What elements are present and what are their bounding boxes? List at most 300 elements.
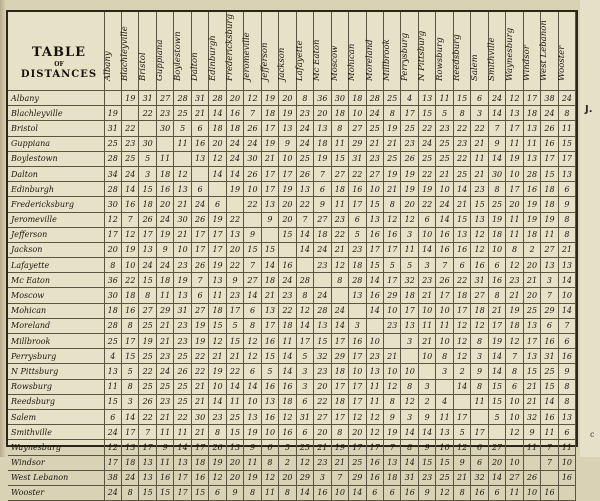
distance-cell: 19: [209, 212, 226, 227]
distance-cell: 16: [558, 349, 575, 364]
distance-cell: 23: [174, 258, 191, 273]
distance-cell: 38: [541, 91, 558, 106]
distance-cell: 20: [279, 212, 296, 227]
distance-cell: 12: [436, 485, 453, 500]
row-header-label: West Lebanon: [8, 470, 104, 485]
distance-cell: 6: [488, 485, 505, 500]
distance-cell: 20: [314, 425, 331, 440]
distance-cell: 14: [121, 409, 138, 424]
distance-cell: 13: [174, 182, 191, 197]
distance-cell: 15: [488, 394, 505, 409]
distance-cell: 22: [296, 197, 313, 212]
distance-cell: 15: [471, 197, 488, 212]
margin-fragment-text: J.: [585, 104, 593, 115]
distance-cell: 27: [156, 91, 173, 106]
distance-cell: 13: [296, 182, 313, 197]
distance-cell: 38: [104, 470, 121, 485]
table-row: [8, 227, 576, 242]
distance-cell: 7: [541, 440, 558, 455]
distance-cell: 9: [558, 364, 575, 379]
column-header-label: Dalton: [190, 52, 201, 81]
diagonal-cell: [296, 258, 313, 273]
distance-cell: 11: [156, 151, 173, 166]
distance-cell: 23: [366, 349, 383, 364]
distance-cell: 28: [174, 91, 191, 106]
column-header-label: Blachleyville: [120, 26, 131, 81]
distance-cell: 31: [191, 91, 208, 106]
distance-cell: 11: [104, 379, 121, 394]
distance-cell: 8: [296, 288, 313, 303]
distance-cell: 19: [488, 334, 505, 349]
distance-cell: 27: [506, 470, 523, 485]
column-header: [349, 12, 366, 91]
distance-cell: 17: [261, 121, 278, 136]
distance-cell: 22: [418, 197, 435, 212]
distance-cell: 12: [174, 166, 191, 181]
distance-cell: 13: [418, 91, 435, 106]
distance-cell: 23: [314, 258, 331, 273]
table-row: [8, 318, 576, 333]
distance-cell: 21: [261, 288, 278, 303]
distance-cell: 19: [418, 182, 435, 197]
column-header-label: Mc Eaton: [312, 39, 323, 81]
distance-cell: 22: [139, 409, 156, 424]
diagonal-cell: [104, 91, 121, 106]
distance-cell: 21: [471, 166, 488, 181]
distance-cell: 3: [418, 379, 435, 394]
row-header-label: Edinburgh: [8, 182, 104, 197]
table-row: [8, 273, 576, 288]
row-header-label: Jackson: [8, 242, 104, 257]
distance-cell: 12: [349, 409, 366, 424]
distance-cell: 19: [261, 136, 278, 151]
distance-cell: 17: [453, 303, 470, 318]
distance-cell: 9: [261, 212, 278, 227]
distance-cell: 16: [436, 227, 453, 242]
distance-cell: 12: [209, 470, 226, 485]
distance-cell: 15: [139, 273, 156, 288]
distance-cell: 17: [121, 334, 138, 349]
distance-cell: 8: [488, 288, 505, 303]
table-row: [8, 106, 576, 121]
distance-cell: 22: [191, 349, 208, 364]
distance-cell: 18: [104, 303, 121, 318]
distance-cell: 19: [401, 182, 418, 197]
distance-cell: 16: [558, 470, 575, 485]
distance-cell: 29: [349, 136, 366, 151]
distance-cell: 25: [418, 151, 435, 166]
column-header: [209, 12, 226, 91]
distance-cell: 10: [523, 485, 540, 500]
table-row: [8, 455, 576, 470]
distance-cell: 16: [366, 455, 383, 470]
distance-cell: 31: [104, 121, 121, 136]
distance-cell: 11: [436, 409, 453, 424]
distance-cell: 27: [349, 121, 366, 136]
distance-cell: 10: [349, 106, 366, 121]
distance-cell: 12: [453, 334, 470, 349]
distance-cell: 21: [156, 334, 173, 349]
distance-cell: 17: [349, 379, 366, 394]
distance-cell: 23: [174, 318, 191, 333]
distance-cell: 28: [349, 273, 366, 288]
distance-cell: 10: [418, 349, 435, 364]
distance-cell: 23: [418, 470, 435, 485]
distance-cell: 14: [296, 318, 313, 333]
distance-cell: 9: [156, 440, 173, 455]
row-header-label: Bristol: [8, 121, 104, 136]
distance-cell: 6: [558, 425, 575, 440]
distance-cell: 7: [244, 106, 261, 121]
column-header: [156, 12, 173, 91]
distance-cell: 16: [453, 242, 470, 257]
row-header-label: Guppiana: [8, 136, 104, 151]
column-header-label: Moreland: [364, 39, 375, 81]
distance-cell: 14: [209, 394, 226, 409]
distance-cell: 3: [296, 364, 313, 379]
distance-cell: 26: [191, 212, 208, 227]
distance-cell: 20: [279, 197, 296, 212]
distance-cell: 5: [279, 440, 296, 455]
diagonal-cell: [191, 166, 208, 181]
distance-cell: 12: [471, 318, 488, 333]
distance-cell: 6: [296, 425, 313, 440]
distance-cell: 24: [191, 197, 208, 212]
distance-cell: 6: [471, 455, 488, 470]
distance-cell: 23: [331, 212, 348, 227]
distance-cell: 26: [191, 258, 208, 273]
row-header-label: Perrysburg: [8, 349, 104, 364]
distance-cell: 23: [209, 409, 226, 424]
column-header-label: Smithville: [487, 37, 498, 81]
distance-cell: 20: [401, 197, 418, 212]
distance-cell: 10: [418, 303, 435, 318]
distance-cell: 20: [349, 425, 366, 440]
distance-cell: 11: [174, 425, 191, 440]
distance-cell: 13: [139, 455, 156, 470]
table-row: [8, 197, 576, 212]
distance-cell: 31: [349, 151, 366, 166]
distance-cell: 21: [156, 318, 173, 333]
distance-cell: 11: [506, 227, 523, 242]
distance-cell: 9: [471, 364, 488, 379]
distance-cell: 9: [418, 409, 435, 424]
distance-cell: 10: [506, 394, 523, 409]
distance-cell: 14: [366, 303, 383, 318]
distance-cell: 20: [314, 379, 331, 394]
distance-cell: 18: [156, 166, 173, 181]
distance-cell: 12: [384, 212, 401, 227]
table-row: [8, 136, 576, 151]
distance-cell: 10: [366, 334, 383, 349]
distance-cell: 19: [401, 166, 418, 181]
diagonal-cell: [523, 455, 540, 470]
column-header: [366, 12, 383, 91]
distance-cell: 9: [244, 227, 261, 242]
distance-cell: 4: [104, 349, 121, 364]
distance-cell: 32: [523, 409, 540, 424]
distance-cell: 21: [226, 349, 243, 364]
diagonal-cell: [349, 303, 366, 318]
distance-cell: 11: [366, 394, 383, 409]
distance-cell: 31: [471, 273, 488, 288]
distance-cell: 19: [384, 121, 401, 136]
distance-cell: 12: [104, 212, 121, 227]
distance-cell: 21: [156, 409, 173, 424]
distance-cell: 12: [453, 349, 470, 364]
distance-cell: 21: [453, 470, 470, 485]
distance-cell: 19: [506, 303, 523, 318]
distance-cell: 19: [121, 242, 138, 257]
distance-cell: 18: [156, 273, 173, 288]
column-header-label: Edinburgh: [207, 35, 218, 81]
distance-cell: 19: [541, 212, 558, 227]
diagonal-cell: [488, 425, 505, 440]
distance-cell: 11: [226, 394, 243, 409]
distance-cell: 7: [384, 440, 401, 455]
distance-cell: 8: [384, 106, 401, 121]
distance-cell: 25: [401, 121, 418, 136]
distance-cell: 6: [366, 485, 383, 500]
row-header-label: Waynesburg: [8, 440, 104, 455]
distance-cell: 19: [174, 273, 191, 288]
distance-cell: 22: [453, 121, 470, 136]
distance-cell: 15: [139, 485, 156, 500]
distance-cell: 17: [401, 106, 418, 121]
title-line-3: DISTANCES: [20, 69, 98, 80]
distance-cell: 27: [314, 212, 331, 227]
distance-cell: 17: [191, 227, 208, 242]
column-header-label: N Pittsburg: [417, 30, 428, 81]
diagonal-cell: [401, 349, 418, 364]
distance-cell: 26: [244, 166, 261, 181]
distance-cell: 8: [558, 379, 575, 394]
distance-cell: 11: [523, 136, 540, 151]
distance-cell: 17: [384, 242, 401, 257]
distance-cell: 20: [226, 91, 243, 106]
column-header: [104, 12, 121, 91]
distance-cell: 6: [209, 197, 226, 212]
column-header: [296, 12, 313, 91]
distance-cell: 14: [296, 485, 313, 500]
distance-cell: 10: [488, 242, 505, 257]
column-header-label: West Lebanon: [539, 20, 550, 81]
distance-cell: 3: [471, 349, 488, 364]
column-header: [558, 12, 575, 91]
distance-cell: 25: [436, 136, 453, 151]
distance-cell: 9: [558, 197, 575, 212]
column-header-label: Albany: [102, 51, 113, 81]
distance-cell: 28: [104, 318, 121, 333]
distance-cell: 20: [156, 197, 173, 212]
column-header-label: Wooster: [556, 45, 567, 81]
distance-cell: 22: [418, 166, 435, 181]
distance-cell: 20: [104, 242, 121, 257]
distance-cell: 3: [471, 106, 488, 121]
row-header-label: Moscow: [8, 288, 104, 303]
distance-cell: 11: [523, 440, 540, 455]
distance-cell: 16: [121, 303, 138, 318]
distance-cell: 14: [209, 106, 226, 121]
distance-cell: 11: [156, 425, 173, 440]
distance-cell: 13: [366, 212, 383, 227]
distance-cell: 36: [104, 273, 121, 288]
distance-cell: 27: [191, 303, 208, 318]
distance-cell: 7: [191, 273, 208, 288]
distance-cell: 36: [314, 91, 331, 106]
distance-cell: 18: [331, 182, 348, 197]
distance-cell: 22: [453, 151, 470, 166]
distance-cell: 26: [523, 470, 540, 485]
table-row: [8, 379, 576, 394]
diagonal-cell: [279, 242, 296, 257]
distance-cell: 19: [244, 425, 261, 440]
distance-cell: 18: [261, 273, 278, 288]
distance-cell: 18: [541, 197, 558, 212]
column-header-label: Windsor: [521, 45, 532, 81]
distance-cell: 12: [471, 227, 488, 242]
distance-cell: 17: [191, 440, 208, 455]
distance-cell: 28: [366, 91, 383, 106]
row-header-label: Mc Eaton: [8, 273, 104, 288]
distance-cell: 10: [418, 227, 435, 242]
distance-cell: 6: [191, 288, 208, 303]
distance-cell: 8: [331, 425, 348, 440]
distance-cell: 17: [349, 394, 366, 409]
distance-cell: 21: [558, 242, 575, 257]
distance-cell: 23: [156, 106, 173, 121]
distance-cell: 14: [418, 425, 435, 440]
table-row: [8, 485, 576, 500]
distance-cell: 27: [471, 288, 488, 303]
distance-cell: 16: [191, 136, 208, 151]
distance-cell: 19: [279, 106, 296, 121]
distance-cell: 17: [226, 303, 243, 318]
distance-cell: 3: [401, 334, 418, 349]
distance-cell: 24: [156, 258, 173, 273]
distance-cell: 12: [453, 318, 470, 333]
diagonal-cell: [244, 212, 261, 227]
distance-cell: 8: [453, 106, 470, 121]
column-header-label: Rowsburg: [434, 37, 445, 81]
title-line-1: TABLE: [31, 45, 87, 60]
distance-cell: 19: [244, 470, 261, 485]
distance-cell: 10: [209, 379, 226, 394]
distance-cell: 24: [366, 106, 383, 121]
distance-cell: 6: [541, 318, 558, 333]
distance-cell: 13: [261, 394, 278, 409]
distance-cell: 13: [523, 318, 540, 333]
diagonal-cell: [471, 409, 488, 424]
distance-cell: 10: [436, 440, 453, 455]
distance-cell: 18: [523, 227, 540, 242]
distance-cell: 16: [156, 182, 173, 197]
distance-cell: 6: [296, 394, 313, 409]
column-header: [471, 12, 488, 91]
distance-cell: 14: [279, 364, 296, 379]
distance-cell: 18: [401, 288, 418, 303]
table-title: [18, 45, 100, 80]
distance-cell: 13: [139, 470, 156, 485]
table-row: [8, 151, 576, 166]
row-header-label: N Pittsburg: [8, 364, 104, 379]
distance-cell: 20: [226, 470, 243, 485]
distance-cell: 25: [139, 349, 156, 364]
distance-cell: 15: [488, 379, 505, 394]
distance-cell: 17: [121, 425, 138, 440]
distance-cell: 24: [226, 136, 243, 151]
distance-cell: 12: [331, 258, 348, 273]
distance-cell: 2: [418, 394, 435, 409]
distance-cell: 11: [366, 379, 383, 394]
diagonal-cell: [261, 227, 278, 242]
distance-cell: 15: [418, 106, 435, 121]
distance-cell: 5: [174, 121, 191, 136]
distance-cell: 17: [279, 166, 296, 181]
distance-cell: 24: [139, 258, 156, 273]
distance-cell: 19: [121, 91, 138, 106]
distance-cell: 12: [244, 349, 261, 364]
distance-cell: 22: [471, 121, 488, 136]
distance-cell: 25: [384, 91, 401, 106]
distance-cell: 16: [366, 288, 383, 303]
distance-cell: 3: [349, 318, 366, 333]
distance-cell: 12: [209, 151, 226, 166]
distance-cell: 22: [139, 364, 156, 379]
table-row: [8, 409, 576, 424]
distance-cell: 5: [261, 364, 278, 379]
row-header-label: Smithville: [8, 425, 104, 440]
diagonal-cell: [139, 121, 156, 136]
distance-cell: 13: [314, 121, 331, 136]
distance-cell: 13: [174, 455, 191, 470]
distance-cell: 9: [453, 455, 470, 470]
distance-cell: 12: [471, 242, 488, 257]
diagonal-cell: [366, 318, 383, 333]
distance-cell: 15: [541, 379, 558, 394]
distance-cell: 15: [366, 197, 383, 212]
distance-cell: 2: [279, 455, 296, 470]
distance-cell: 31: [541, 349, 558, 364]
distance-cell: 8: [261, 455, 278, 470]
distance-cell: 27: [244, 273, 261, 288]
distance-cell: 17: [541, 151, 558, 166]
distance-cell: 25: [453, 166, 470, 181]
distance-cell: 26: [139, 394, 156, 409]
distance-cell: 14: [226, 166, 243, 181]
distance-cell: 6: [418, 212, 435, 227]
distance-cell: 16: [436, 242, 453, 257]
distance-cell: 8: [558, 394, 575, 409]
distance-cell: 21: [191, 379, 208, 394]
distance-cell: 12: [209, 334, 226, 349]
distance-cell: 6: [191, 121, 208, 136]
distance-cell: 13: [261, 303, 278, 318]
distance-cell: 8: [401, 440, 418, 455]
row-header-label: Jefferson: [8, 227, 104, 242]
diagonal-cell: [156, 136, 173, 151]
distance-cell: 13: [174, 288, 191, 303]
table-row: [8, 303, 576, 318]
distance-cell: 10: [506, 409, 523, 424]
column-header-label: Boylestown: [172, 31, 183, 81]
distance-cell: 2: [453, 364, 470, 379]
distance-cell: 31: [296, 409, 313, 424]
distance-cell: 13: [349, 288, 366, 303]
distance-table-sheet: [6, 10, 578, 498]
distance-cell: 24: [121, 166, 138, 181]
distance-cell: 2: [523, 242, 540, 257]
